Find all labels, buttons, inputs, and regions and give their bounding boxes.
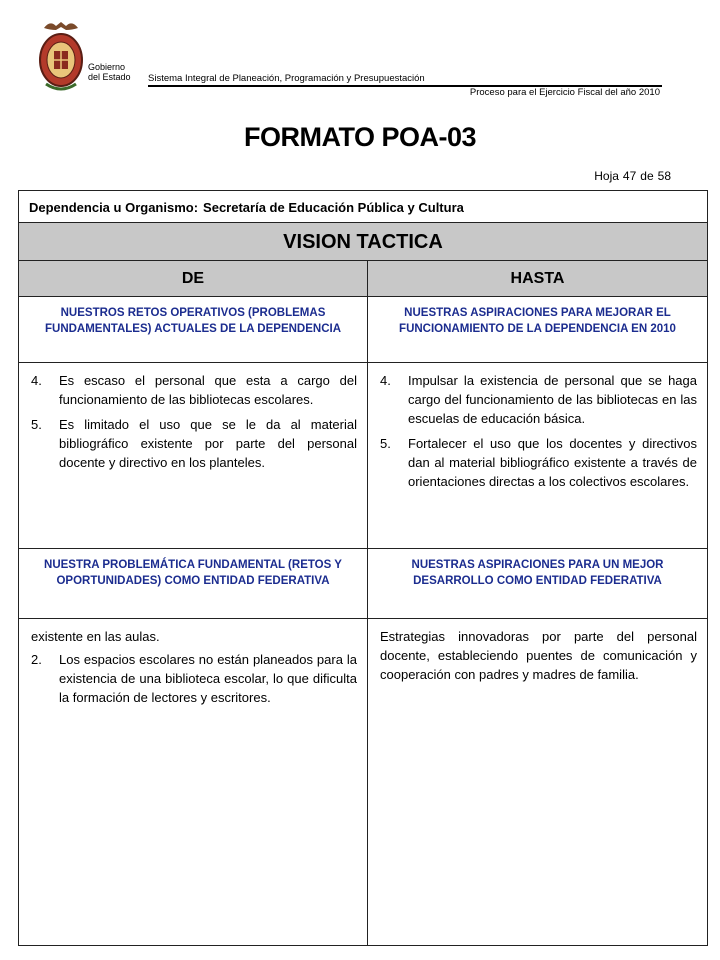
- section2-right-head: NUESTRAS ASPIRACIONES PARA UN MEJOR DESARROLLO COMO ENTIDAD FEDERATIVA: [411, 559, 664, 587]
- page-header: [0, 0, 720, 110]
- sheet-counter: Hoja 47 de 58: [594, 169, 671, 183]
- gobierno-label: Gobierno del Estado: [88, 62, 131, 82]
- section1-right-head: NUESTRAS ASPIRACIONES PARA MEJORAR EL FUNCIONAMIENTO DE LA DEPENDENCIA EN 2010: [399, 307, 676, 335]
- section2-body: [19, 619, 707, 945]
- list-item: 2. Los espacios escolares no están planeados para la existencia de una biblioteca escolar, lo que dificulta la formación de lectores y escritores.: [31, 652, 357, 705]
- section2-right-body: [368, 619, 707, 945]
- vision-heading: VISION TACTICA: [19, 223, 707, 261]
- dependencia-value: Secretaría de Educación Pública y Cultura: [203, 200, 464, 215]
- dependencia-label: Dependencia u Organismo:: [29, 200, 199, 215]
- process-year: Proceso para el Ejercicio Fiscal del año 2010: [469, 87, 660, 98]
- col-hasta: HASTA: [510, 270, 565, 287]
- page-title: FORMATO POA-03: [243, 122, 477, 152]
- list-item: 4. Es escaso el personal que esta a cargo del funcionamiento de las bibliotecas escolares.: [31, 373, 357, 407]
- section2-headers: [19, 549, 707, 619]
- aspiration-text: Estrategias innovadoras por parte del personal docente, estableciendo puentes de comunicación y cooperación con padres y madres de familia.: [380, 629, 697, 682]
- section1-body: [19, 363, 707, 549]
- col-de: DE: [19, 261, 368, 297]
- poa-table: [18, 190, 708, 946]
- section2-left-head: NUESTRA PROBLEMÁTICA FUNDAMENTAL (RETOS Y OPORTUNIDADES) COMO ENTIDAD FEDERATIVA: [19, 549, 368, 618]
- section1-right-body: [368, 363, 707, 548]
- system-name: Sistema Integral de Planeación, Programación y Presupuestación: [148, 73, 425, 84]
- section1-left-head: NUESTROS RETOS OPERATIVOS (PROBLEMAS FUNDAMENTALES) ACTUALES DE LA DEPENDENCIA: [19, 297, 368, 362]
- list-item: 4. Impulsar la existencia de personal que se haga cargo del funcionamiento de las bibliotecas en las escuelas de educación básica.: [380, 373, 697, 426]
- section1-left-body: [19, 363, 368, 548]
- state-seal-icon: [36, 18, 86, 96]
- dependencia-row: [19, 191, 707, 223]
- continued-text: existente en las aulas.: [31, 629, 160, 644]
- list-item: 5. Fortalecer el uso que los docentes y directivos dan al material bibliográfico existente a través de orientaciones directas a los colectivos escolares.: [380, 436, 697, 489]
- column-headers: [19, 261, 707, 297]
- list-item: 5. Es limitado el uso que se le da al material bibliográfico existente por parte del personal docente y directivo en los planteles.: [31, 417, 357, 470]
- section1-headers: [19, 297, 707, 363]
- section2-left-body: [19, 619, 368, 945]
